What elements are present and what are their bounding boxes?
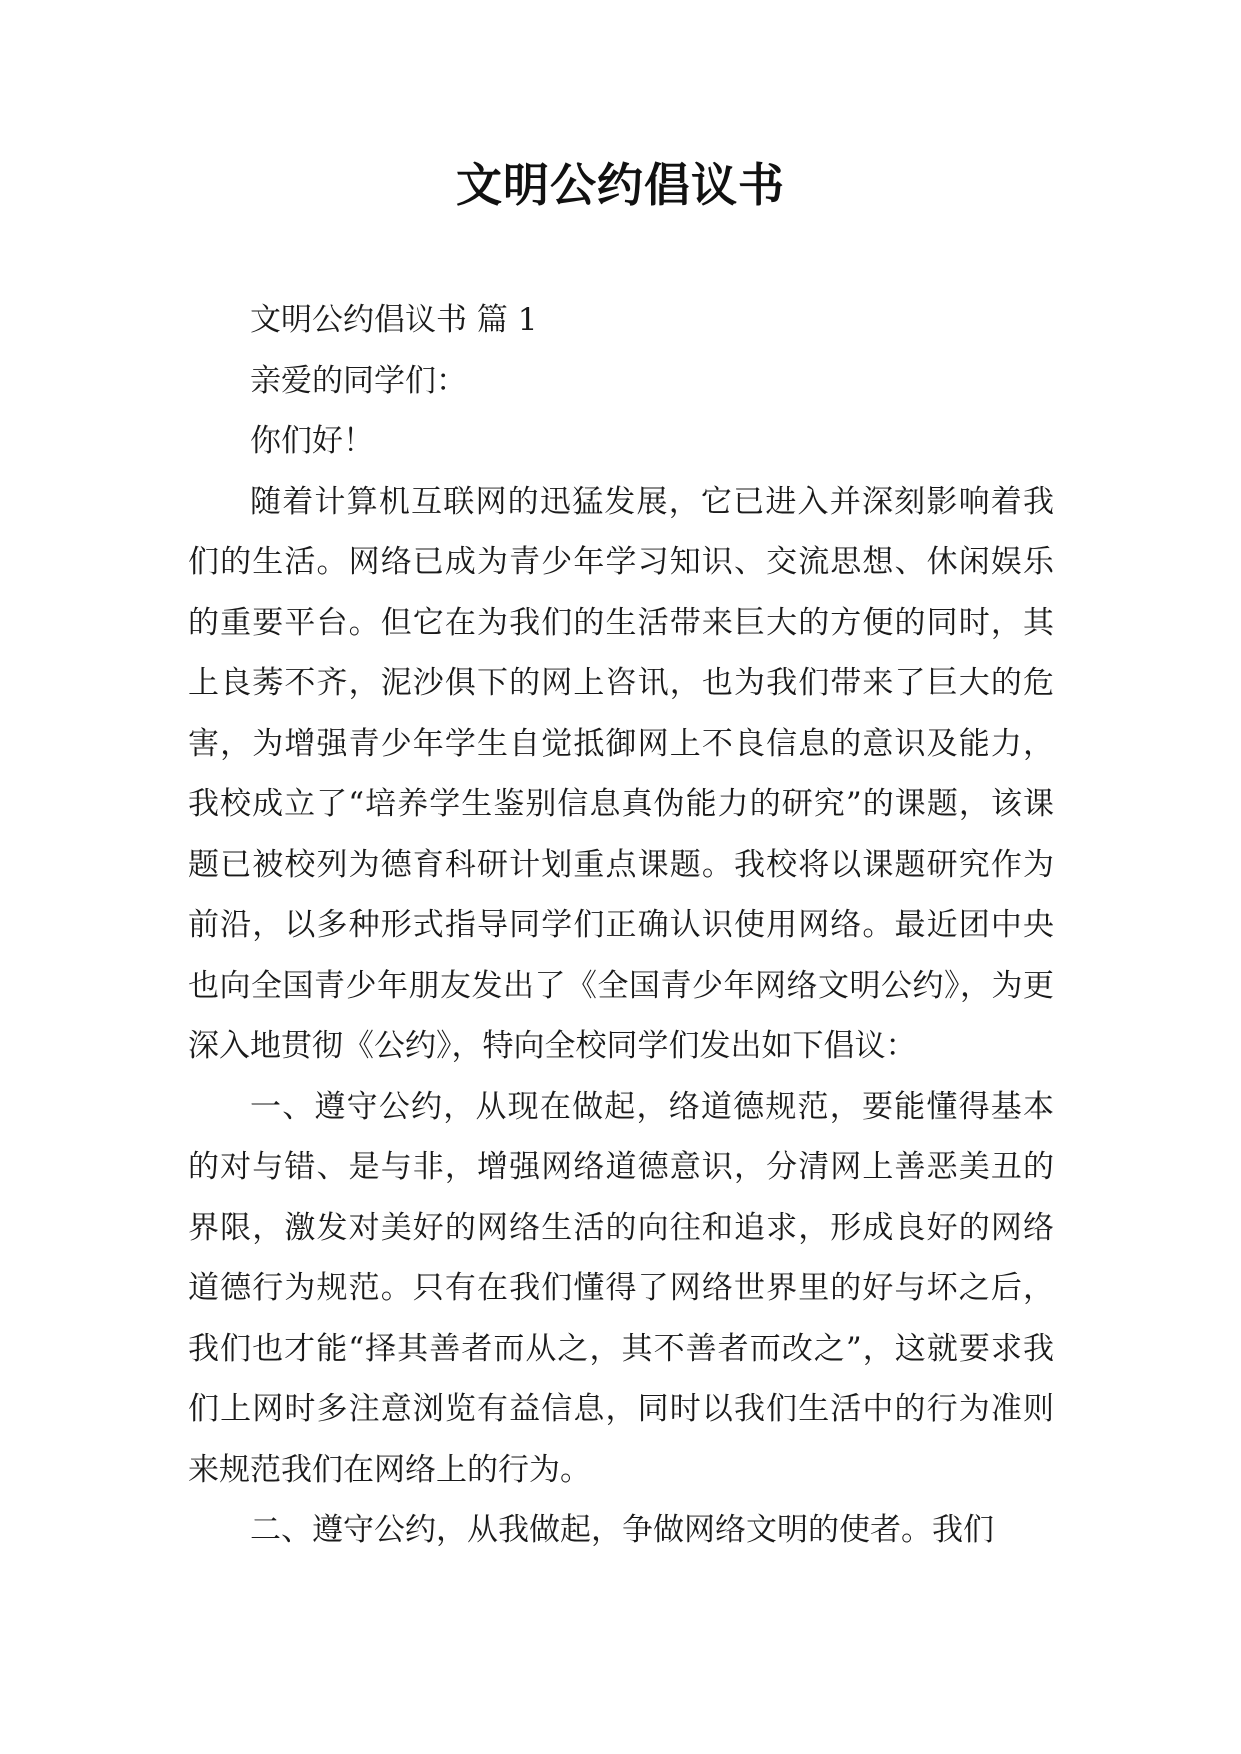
document-body xyxy=(188,290,1054,1561)
salutation: 亲爱的同学们： xyxy=(250,362,467,399)
greeting: 你们好！ xyxy=(250,423,374,459)
body-paragraph: 一、遵守公约，从现在做起，络道德规范，要能懂得基本的对与错、是与非，增强网络道德意识，分清网上善恶美丑的界限，激发对美好的网络生活的向往和追求，形成良好的网络道德行为规范。只有在我们懂得了网络世界里的好与坏之后，我们也才能“择其善者而从之，其不善者而改之”，这就要求我们上网时多注意浏览有益信息，同时以我们生活中的行为准则来规范我们在网络上的行为。 xyxy=(188,1088,1054,1488)
body-paragraph: 二、遵守公约，从我做起，争做网络文明的使者。我们 xyxy=(250,1512,994,1548)
section-heading: 文明公约倡议书 篇 1 xyxy=(250,302,538,338)
document-title: 文明公约倡议书 xyxy=(456,158,785,212)
body-paragraph: 随着计算机互联网的迅猛发展，它已进入并深刻影响着我们的生活。网络已成为青少年学习知识、交流思想、休闲娱乐的重要平台。但它在为我们的生活带来巨大的方便的同时，其上良莠不齐，泥沙俱下的网上咨讯，也为我们带来了巨大的危害，为增强青少年学生自觉抵御网上不良信息的意识及能力，我校成立了“培养学生鉴别信息真伪能力的研究”的课题，该课题已被校列为德育科研计划重点课题。我校将以课题研究作为前沿，以多种形式指导同学们正确认识使用网络。最近团中央也向全国青少年朋友发出了《全国青少年网络文明公约》，为更深入地贯彻《公约》，特向全校同学们发出如下倡议： xyxy=(188,483,1054,1064)
